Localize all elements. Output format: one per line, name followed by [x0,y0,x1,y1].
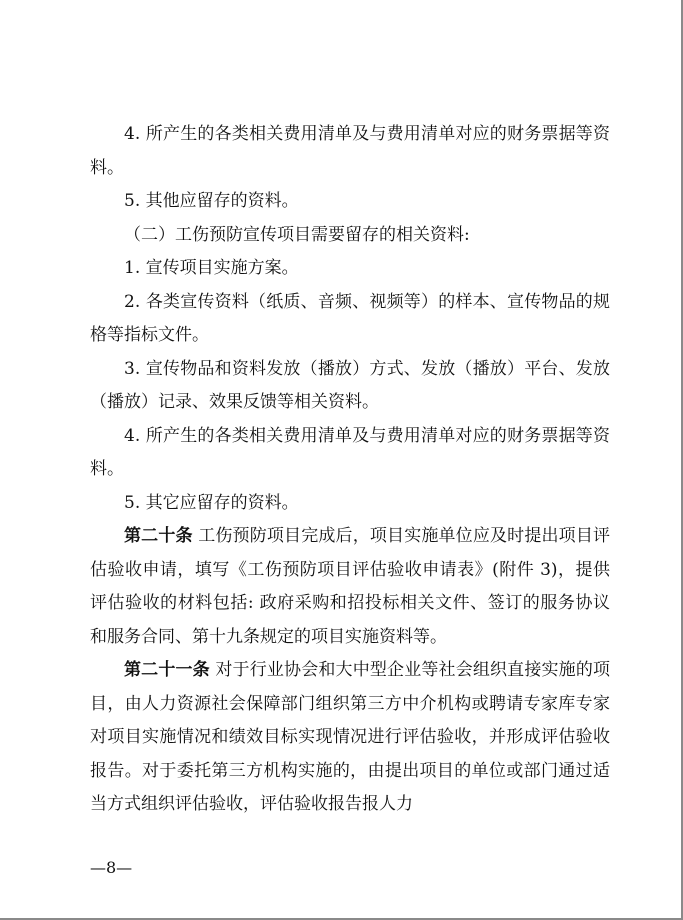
paragraph-text: 3. 宣传物品和资料发放（播放）方式、发放（播放）平台、发放 （播放）记录、效果反馈等相关资料。 [90,358,610,412]
paragraph [90,654,610,822]
article-heading: 第二十一条 [124,660,210,680]
paragraph [90,219,610,253]
document-body [90,118,610,822]
paragraph-text: 工伤预防项目完成后，项目实施单位应及时提出项目评估验收申请，填写《工伤预防项目评估验收申请表》(附件 3)，提供评估验收的材料包括: 政府采购和招投标相关文件、签订的服务协议和服务合同、第十九条规定的项目实施资料等。 [90,526,610,647]
paragraph-text: 5. 其它应留存的资料。 [124,492,299,513]
paragraph-text: 对于行业协会和大中型企业等社会组织直接实施的项目，由人力资源社会保障部门组织第三方中介机构或聘请专家库专家对项目实施情况和绩效目标实现情况进行评估验收，并形成评估验收报告。对于委托第三方机构实施的，由提出项目的单位或部门通过适当方式组织评估验收，评估验收报告报人力 [90,660,611,814]
paragraph [90,520,610,654]
paragraph [90,353,610,420]
paragraph [90,118,610,185]
page-number: —8— [90,858,133,877]
paragraph-text: 2. 各类宣传资料（纸质、音频、视频等）的样本、宣传物品的规格等指标文件。 [90,291,610,345]
paragraph [90,252,610,286]
paragraph [90,286,610,353]
paragraph-text: 4. 所产生的各类相关费用清单及与费用清单对应的财务票据等资料。 [90,425,610,479]
paragraph-text: 4. 所产生的各类相关费用清单及与费用清单对应的财务票据等资料。 [90,124,610,178]
paragraph [90,420,610,487]
paragraph [90,185,610,219]
paragraph-text: 1. 宣传项目实施方案。 [124,258,299,278]
paragraph-text: 5. 其他应留存的资料。 [124,191,299,211]
paragraph-text: （二）工伤预防宣传项目需要留存的相关资料: [124,224,470,245]
article-heading: 第二十条 [124,526,193,546]
paragraph [90,487,610,521]
